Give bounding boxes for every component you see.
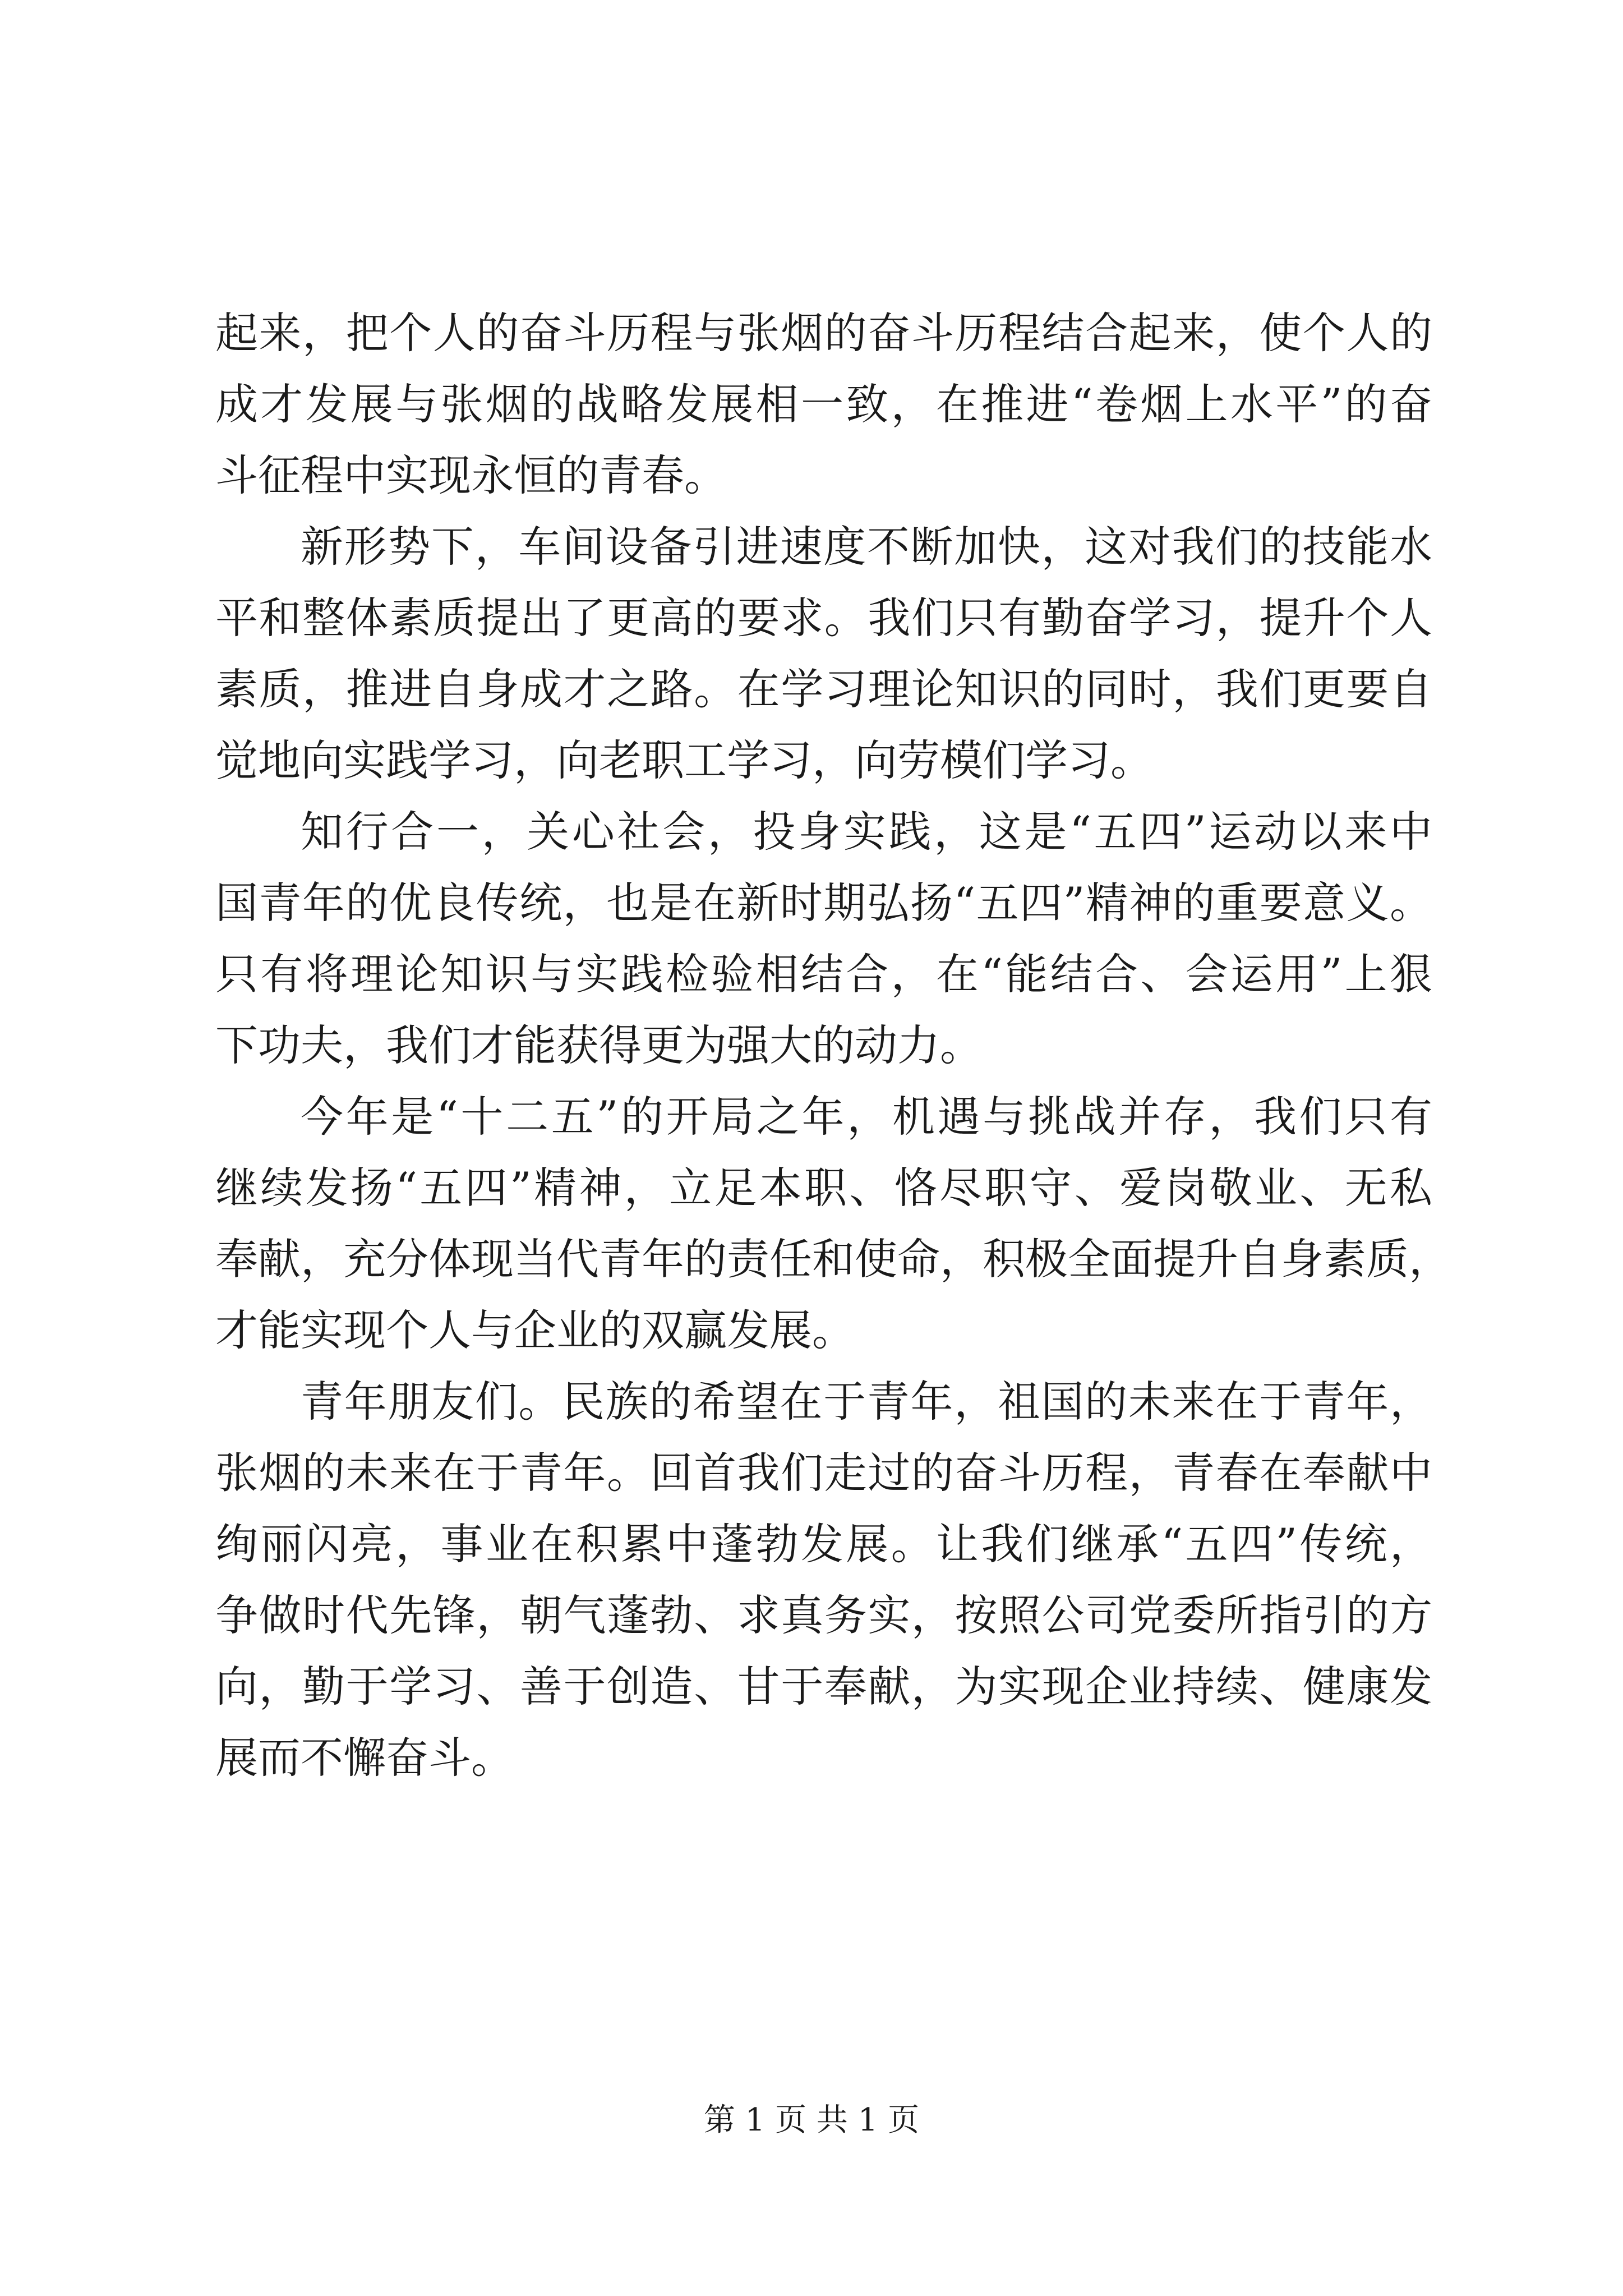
text-line: 成才发展与张烟的战略发展相一致，在推进“卷烟上水平”的奋 <box>215 379 1432 429</box>
paragraph-3 <box>215 796 1432 1081</box>
text-line: 起来，把个人的奋斗历程与张烟的奋斗历程结合起来，使个人的 <box>215 308 1432 358</box>
text-line: 觉地向实践学习，向老职工学习，向劳模们学习。 <box>215 735 1153 785</box>
text-line: 奉献，充分体现当代青年的责任和使命，积极全面提升自身素质， <box>215 1234 1451 1284</box>
text-line: 素质，推进自身成才之路。在学习理论知识的同时，我们更要自 <box>215 664 1432 714</box>
text-line: 斗征程中实现永恒的青春。 <box>215 450 727 500</box>
text-line: 继续发扬“五四”精神，立足本职、恪尽职守、爱岗敬业、无私 <box>215 1163 1432 1213</box>
text-line: 才能实现个人与企业的双赢发展。 <box>215 1305 855 1355</box>
paragraph-2 <box>215 511 1432 796</box>
paragraph-4 <box>215 1081 1451 1366</box>
text-line: 知行合一，关心社会，投身实践，这是“五四”运动以来中 <box>301 807 1432 857</box>
text-line: 青年朋友们。民族的希望在于青年，祖国的未来在于青年， <box>301 1377 1432 1427</box>
text-line: 新形势下，车间设备引进速度不断加快，这对我们的技能水 <box>301 522 1432 572</box>
text-line: 向，勤于学习、善于创造、甘于奉献，为实现企业持续、健康发 <box>215 1662 1432 1711</box>
text-line: 只有将理论知识与实践检验相结合，在“能结合、会运用”上狠 <box>215 949 1432 999</box>
text-line: 展而不懈奋斗。 <box>215 1733 514 1783</box>
page-number-footer: 第 1 页 共 1 页 <box>703 2102 920 2138</box>
text-line: 绚丽闪亮，事业在积累中蓬勃发展。让我们继承“五四”传统， <box>215 1519 1432 1569</box>
text-line: 下功夫，我们才能获得更为强大的动力。 <box>215 1020 983 1070</box>
document-body <box>215 297 1451 1793</box>
text-line: 国青年的优良传统，也是在新时期弘扬“五四”精神的重要意义。 <box>215 878 1432 928</box>
text-line: 今年是“十二五”的开局之年，机遇与挑战并存，我们只有 <box>301 1092 1432 1142</box>
paragraph-5 <box>215 1366 1432 1793</box>
text-line: 争做时代先锋，朝气蓬勃、求真务实，按照公司党委所指引的方 <box>215 1590 1432 1640</box>
text-line: 平和整体素质提出了更高的要求。我们只有勤奋学习，提升个人 <box>215 593 1432 643</box>
text-line: 张烟的未来在于青年。回首我们走过的奋斗历程，青春在奉献中 <box>215 1448 1432 1498</box>
paragraph-1 <box>215 297 1432 511</box>
